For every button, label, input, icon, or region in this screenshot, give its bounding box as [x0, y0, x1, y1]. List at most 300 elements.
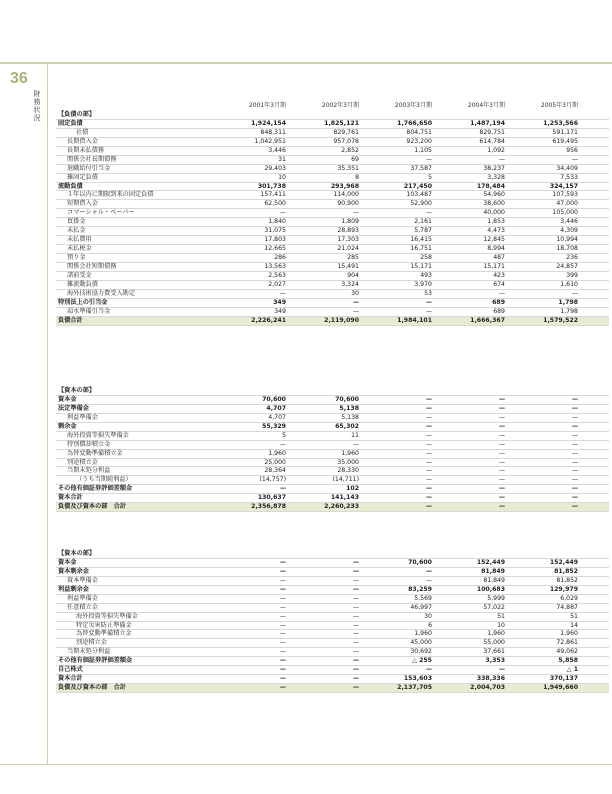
cell-value: 8 — [355, 173, 359, 181]
table-row — [56, 476, 609, 485]
table-row — [56, 272, 609, 281]
table-row — [56, 138, 609, 147]
row-label: 負債及び資本の部 合計 — [58, 684, 127, 692]
cell-value: 30,692 — [410, 648, 432, 656]
row-label: 流動負債 — [58, 182, 83, 190]
cell-value: 1,105 — [414, 146, 432, 154]
table-row — [56, 227, 609, 236]
cell-value: 2,852 — [341, 146, 359, 154]
table-row — [56, 586, 609, 595]
cell-value: 46,997 — [410, 603, 432, 611]
row-label: 資本金 — [58, 558, 77, 566]
cell-value: — — [279, 585, 286, 593]
cell-value: 6,029 — [560, 594, 578, 602]
row-label: 買掛金 — [67, 218, 86, 226]
cell-value: — — [425, 567, 432, 575]
cell-value: — — [571, 413, 578, 421]
row-label: 負債及び資本の部 合計 — [58, 503, 127, 511]
cell-value: 3,446 — [560, 218, 578, 226]
cell-value: 349 — [273, 298, 286, 306]
table-row — [56, 559, 609, 568]
cell-value: 3,353 — [485, 657, 505, 665]
cell-value: 81,849 — [481, 567, 505, 575]
cell-value: — — [425, 298, 432, 306]
cell-value: — — [498, 395, 505, 403]
row-label: 別途積立金 — [76, 639, 107, 647]
cell-value: 8,994 — [487, 245, 505, 253]
table-row — [56, 156, 609, 165]
cell-value: 1,960 — [268, 449, 286, 457]
cell-value: 47,000 — [556, 200, 578, 208]
row-label: 短期借入金 — [67, 200, 98, 208]
cell-value: 2,161 — [414, 218, 432, 226]
row-label: 資本合計 — [58, 494, 83, 502]
cell-value: 689 — [492, 298, 505, 306]
row-label: コマーシャル・ペーパー — [67, 209, 135, 217]
cell-value: 37,661 — [483, 648, 505, 656]
cell-value: 217,450 — [403, 182, 432, 190]
cell-value: 2,027 — [268, 280, 286, 288]
cell-value: 848,311 — [260, 128, 286, 136]
cell-value: 370,137 — [549, 675, 578, 683]
cell-value: 1,610 — [560, 280, 578, 288]
row-label: （うち当期純利益） — [76, 476, 132, 484]
cell-value: — — [498, 413, 505, 421]
table-row — [56, 550, 609, 559]
table-row — [56, 174, 609, 183]
margin-rule — [47, 64, 48, 764]
row-label: 資本剰余金 — [58, 567, 89, 575]
cell-value: — — [571, 476, 578, 484]
cell-value: — — [425, 404, 432, 412]
table-row — [56, 200, 609, 209]
cell-value: — — [279, 684, 286, 692]
cell-value: 614,784 — [479, 137, 505, 145]
table-row — [56, 675, 609, 684]
cell-value: 51 — [570, 612, 578, 620]
cell-value: 30 — [424, 612, 432, 620]
cell-value: — — [425, 431, 432, 439]
cell-value: 2,226,241 — [251, 316, 286, 324]
cell-value: 2,004,703 — [470, 684, 505, 692]
cell-value: 1,042,951 — [254, 137, 286, 145]
table-row — [56, 245, 609, 254]
row-label: 特別償却積立金 — [67, 440, 111, 448]
cell-value: 69 — [351, 155, 359, 163]
row-label: 利益準備金 — [67, 413, 98, 421]
cell-value: 258 — [420, 254, 432, 261]
table-row — [56, 684, 609, 693]
row-label: 【資本の部】 — [58, 550, 96, 557]
row-label: 為替変動準備積立金 — [67, 449, 123, 457]
row-label: 未払税金 — [67, 245, 92, 253]
cell-value: 399 — [566, 271, 578, 279]
cell-value: 102 — [346, 485, 359, 493]
cell-value: 4,707 — [266, 404, 286, 412]
row-label: 雑固定負債 — [67, 173, 98, 181]
table-row — [56, 129, 609, 138]
cell-value: — — [279, 639, 286, 647]
row-label: 利益剰余金 — [58, 585, 89, 593]
row-label: 未払金 — [67, 227, 86, 235]
table-row — [56, 432, 609, 441]
cell-value: 11 — [351, 431, 359, 439]
cell-value: 1,949,660 — [543, 684, 578, 692]
cell-value: 49,062 — [556, 648, 578, 656]
cell-value: 2,137,705 — [397, 684, 432, 692]
cell-value: 1,960 — [414, 630, 432, 638]
cell-value: 157,411 — [260, 191, 286, 199]
cell-value: — — [352, 630, 359, 638]
cell-value: — — [425, 485, 432, 493]
cell-value: 30 — [351, 289, 359, 297]
row-label: 資本金 — [58, 395, 77, 403]
cell-value: 28,364 — [264, 467, 286, 475]
cell-value: 31,075 — [264, 227, 286, 235]
cell-value: — — [352, 666, 359, 674]
cell-value: — — [279, 594, 286, 602]
cell-value: 5,138 — [339, 404, 359, 412]
cell-value: 957,078 — [333, 137, 359, 145]
cell-value: 1,809 — [341, 218, 359, 226]
cell-value: 1,960 — [341, 449, 359, 457]
cell-value: — — [279, 603, 286, 611]
cell-value: — — [279, 558, 286, 566]
cell-value: 10 — [278, 173, 286, 181]
cell-value: 35,000 — [337, 458, 359, 466]
cell-value: 130,637 — [257, 494, 286, 502]
header-2005: 2005年3月期 — [540, 102, 578, 109]
cell-value: — — [425, 494, 432, 502]
cell-value: 57,022 — [483, 603, 505, 611]
cell-value: — — [279, 666, 286, 674]
cell-value: 83,259 — [408, 585, 432, 593]
cell-value: 55,000 — [483, 639, 505, 647]
table-row — [56, 503, 609, 512]
cell-value: — — [279, 657, 286, 665]
table-row — [56, 281, 609, 290]
cell-value: 1,666,367 — [470, 316, 505, 324]
cell-value: — — [352, 594, 359, 602]
cell-value: — — [571, 458, 578, 466]
cell-value: — — [352, 675, 359, 683]
cell-value: — — [571, 155, 578, 163]
cell-value: — — [571, 395, 578, 403]
table-row — [56, 209, 609, 218]
cell-value: 1,924,154 — [251, 119, 286, 127]
cell-value: — — [571, 467, 578, 475]
table-row — [56, 236, 609, 245]
row-label: 任意積立金 — [67, 603, 98, 611]
table-row — [56, 648, 609, 657]
cell-value: — — [571, 485, 578, 493]
cell-value: 37,587 — [410, 164, 432, 172]
cell-value: 178,484 — [476, 182, 505, 190]
table-row — [56, 191, 609, 200]
header-2004: 2004年3月期 — [467, 102, 505, 109]
cell-value: 1,487,194 — [470, 119, 505, 127]
cell-value: 13,563 — [264, 262, 286, 270]
cell-value: 5,787 — [414, 227, 432, 235]
row-label: 長期借入金 — [67, 137, 98, 145]
cell-value: 286 — [274, 254, 286, 261]
cell-value: 35,351 — [337, 164, 359, 172]
table-row — [56, 120, 609, 129]
row-label: 当期未処分利益 — [67, 467, 111, 475]
cell-value: 12,665 — [264, 245, 286, 253]
cell-value: 90,900 — [337, 200, 359, 208]
cell-value: 34,409 — [556, 164, 578, 172]
cell-value: — — [571, 494, 578, 502]
cell-value: 12,845 — [483, 236, 505, 244]
row-label: 諸前受金 — [67, 271, 92, 279]
row-label: 関係会社長期債務 — [67, 155, 117, 163]
cell-value: (14,711) — [332, 476, 359, 484]
cell-value: 1,825,121 — [324, 119, 359, 127]
cell-value: 25,000 — [264, 458, 286, 466]
cell-value: 1,960 — [560, 630, 578, 638]
cell-value: 804,751 — [406, 128, 432, 136]
cell-value: — — [571, 289, 578, 297]
cell-value: 2,563 — [268, 271, 286, 279]
table-section-2 — [56, 387, 609, 512]
cell-value: 6 — [428, 621, 432, 629]
header-2002: 2002年3月期 — [321, 102, 359, 109]
cell-value: 107,593 — [552, 191, 578, 199]
cell-value: 4,473 — [487, 227, 505, 235]
cell-value: 829,761 — [333, 128, 359, 136]
header-2003: 2003年3月期 — [394, 102, 432, 109]
table-row — [56, 218, 609, 227]
cell-value: — — [425, 576, 432, 584]
cell-value: — — [571, 431, 578, 439]
cell-value: 293,968 — [330, 182, 359, 190]
cell-value: 152,449 — [549, 558, 578, 566]
table-row — [56, 639, 609, 648]
cell-value: 15,491 — [337, 262, 359, 270]
row-label: １年以内に期限到来の固定負債 — [67, 191, 154, 199]
cell-value: 324,157 — [549, 182, 578, 190]
cell-value: — — [425, 395, 432, 403]
cell-value: — — [498, 666, 505, 674]
row-label: 自己株式 — [58, 666, 83, 674]
cell-value: — — [425, 449, 432, 457]
cell-value: 141,143 — [330, 494, 359, 502]
cell-value: 5 — [428, 173, 432, 181]
cell-value: 674 — [493, 280, 505, 288]
cell-value: — — [352, 657, 359, 665]
cell-value: 1,766,650 — [397, 119, 432, 127]
cell-value: 619,495 — [552, 137, 578, 145]
cell-value: — — [279, 612, 286, 620]
cell-value: — — [425, 467, 432, 475]
table-row — [56, 290, 609, 299]
cell-value: 152,449 — [476, 558, 505, 566]
cell-value: 1,798 — [558, 298, 578, 306]
top-rule — [0, 62, 612, 64]
cell-value: 591,171 — [552, 128, 578, 136]
cell-value: 338,336 — [476, 675, 505, 683]
table-row — [56, 308, 609, 317]
table-row — [56, 630, 609, 639]
cell-value: — — [425, 666, 432, 674]
page-number: 36 — [10, 70, 28, 87]
cell-value: 236 — [566, 254, 578, 261]
row-label: その他有価証券評価差額金 — [58, 485, 133, 493]
cell-value: 55,329 — [262, 422, 286, 430]
row-label: 雑流動負債 — [67, 280, 98, 288]
cell-value: 62,500 — [264, 200, 286, 208]
table-row — [56, 622, 609, 631]
cell-value: 38,237 — [483, 164, 505, 172]
row-label: 当期未処分利益 — [67, 648, 111, 656]
table-row — [56, 165, 609, 174]
cell-value: — — [352, 621, 359, 629]
cell-value: 2,119,090 — [324, 316, 359, 324]
cell-value: — — [498, 431, 505, 439]
cell-value: 493 — [420, 271, 432, 279]
row-label: 【負債の部】 — [58, 111, 96, 118]
cell-value: 81,849 — [483, 576, 505, 584]
row-label: 特定災害防止準備金 — [76, 621, 132, 629]
cell-value: — — [498, 155, 505, 163]
cell-value: 3,324 — [341, 280, 359, 288]
row-label: 負債合計 — [58, 316, 83, 324]
table-row — [56, 387, 609, 396]
cell-value: 349 — [274, 307, 286, 315]
cell-value: — — [352, 567, 359, 575]
cell-value: — — [571, 422, 578, 430]
cell-value: 3,328 — [487, 173, 505, 181]
cell-value: — — [352, 307, 359, 315]
cell-value: 7,533 — [560, 173, 578, 181]
cell-value: 10,994 — [556, 236, 578, 244]
table-row — [56, 396, 609, 405]
row-label: 社債 — [76, 128, 89, 136]
cell-value: 17,303 — [337, 236, 359, 244]
cell-value: 65,302 — [335, 422, 359, 430]
cell-value: 24,857 — [556, 262, 578, 270]
row-label: 関係会社短期債務 — [67, 262, 117, 270]
cell-value: 689 — [493, 307, 505, 315]
row-label: 海外投資等損失準備金 — [67, 431, 129, 439]
cell-value: 15,171 — [483, 262, 505, 270]
cell-value: △ 1 — [566, 666, 578, 674]
table-row — [56, 414, 609, 423]
cell-value: 51 — [497, 612, 505, 620]
cell-value: — — [352, 648, 359, 656]
cell-value: 3,446 — [268, 146, 286, 154]
cell-value: — — [352, 639, 359, 647]
cell-value: 829,751 — [479, 128, 505, 136]
cell-value: 29,403 — [264, 164, 286, 172]
cell-value: 923,200 — [406, 137, 432, 145]
cell-value: — — [279, 630, 286, 638]
cell-value: 54,960 — [483, 191, 505, 199]
cell-value: 70,600 — [335, 395, 359, 403]
cell-value: — — [425, 440, 432, 448]
cell-value: 114,000 — [333, 191, 359, 199]
cell-value: 1,092 — [487, 146, 505, 154]
table-row — [56, 299, 609, 308]
cell-value: 5,138 — [341, 413, 359, 421]
column-headers — [0, 100, 612, 110]
cell-value: 1,798 — [560, 307, 578, 315]
cell-value: 18,708 — [556, 245, 578, 253]
cell-value: — — [425, 155, 432, 163]
cell-value: 129,979 — [549, 585, 578, 593]
table-row — [56, 423, 609, 432]
cell-value: 423 — [493, 271, 505, 279]
table-row — [56, 263, 609, 272]
cell-value: — — [571, 449, 578, 457]
cell-value: 103,487 — [406, 191, 432, 199]
row-label: 為替変動準備積立金 — [76, 630, 132, 638]
cell-value: — — [425, 307, 432, 315]
row-label: 海外技術協力費受入勘定 — [67, 289, 136, 297]
cell-value: 38,600 — [483, 200, 505, 208]
cell-value: 74,887 — [556, 603, 578, 611]
cell-value: — — [352, 298, 359, 306]
cell-value: 16,751 — [410, 245, 432, 253]
cell-value: — — [352, 576, 359, 584]
cell-value: 10 — [497, 621, 505, 629]
cell-value: — — [425, 413, 432, 421]
cell-value: 81,852 — [556, 576, 578, 584]
cell-value: 15,171 — [410, 262, 432, 270]
cell-value: 14 — [570, 621, 578, 629]
row-label: 利益準備金 — [67, 594, 98, 602]
table-row — [56, 147, 609, 156]
row-label: 別途積立金 — [67, 458, 98, 466]
cell-value: — — [571, 503, 578, 511]
cell-value: — — [352, 209, 359, 217]
table-row — [56, 111, 609, 120]
cell-value: — — [279, 209, 286, 217]
row-label: 退職給付引当金 — [67, 164, 111, 172]
table-row — [56, 459, 609, 468]
cell-value: — — [571, 404, 578, 412]
table-row — [56, 657, 609, 666]
header-2001: 2001年3月期 — [248, 102, 286, 109]
cell-value: — — [425, 476, 432, 484]
cell-value: 21,024 — [337, 245, 359, 253]
row-label: その他有価証券評価差額金 — [58, 657, 133, 665]
cell-value: — — [279, 576, 286, 584]
cell-value: 1,840 — [268, 218, 286, 226]
cell-value: — — [498, 404, 505, 412]
cell-value: 301,738 — [257, 182, 286, 190]
cell-value: — — [498, 467, 505, 475]
cell-value: — — [498, 503, 505, 511]
cell-value: — — [279, 289, 286, 297]
table-row — [56, 613, 609, 622]
cell-value: 904 — [347, 271, 359, 279]
table-row — [56, 494, 609, 503]
table-row — [56, 317, 609, 326]
cell-value: 1,984,101 — [397, 316, 432, 324]
cell-value: — — [498, 494, 505, 502]
row-label: 【資本の部】 — [58, 387, 96, 394]
cell-value: — — [498, 440, 505, 448]
row-label: 資本準備金 — [67, 576, 98, 584]
side-label: 財 務 状 況 — [33, 90, 41, 122]
cell-value: 3,970 — [414, 280, 432, 288]
cell-value: 105,000 — [552, 209, 578, 217]
cell-value: 2,260,233 — [324, 503, 359, 511]
cell-value: 5,858 — [558, 657, 578, 665]
cell-value: 45,000 — [410, 639, 432, 647]
